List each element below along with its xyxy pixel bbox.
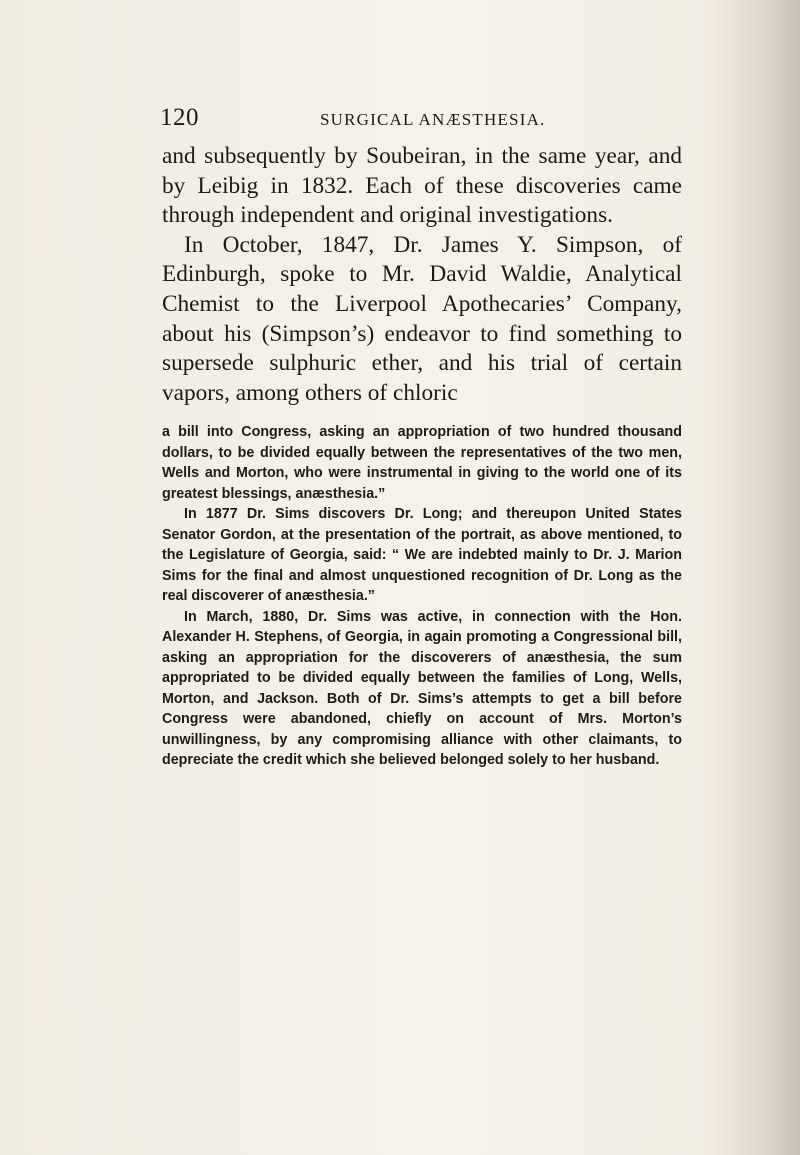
- main-paragraph-2: In October, 1847, Dr. James Y. Simpson, of Edinburgh, spoke to Mr. David Waldie, Analytical Chemist to the Liverpool Apothecaries’ Company, about his (Simpson’s) endeavor to find something to supersede sulphuric ether, and his trial of certain vapors, among others of chloric: [162, 231, 682, 406]
- page-edge-shadow: [710, 0, 800, 1155]
- running-head: SURGICAL ANÆSTHESIA.: [320, 110, 546, 129]
- footnote-paragraph-1: a bill into Congress, asking an appropriation of two hundred thousand dollars, to be divided equally between the representatives of the two men, Wells and Morton, who were instrumental in giving to the world one of its greatest blessings, anæsthesia.”: [162, 424, 682, 502]
- main-text-block: [162, 142, 682, 408]
- page-header: [160, 104, 680, 138]
- footnote-paragraph-3: In March, 1880, Dr. Sims was active, in connection with the Hon. Alexander H. Stephens, of Georgia, in again promoting a Congressional bill, asking an appropriation for the discoverers of anæsthesia, the sum appropriated to be divided equally between the families of Long, Wells, Morton, and Jackson. Both of Dr. Sims’s attempts to get a bill before Congress were abandoned, chiefly on account of Mrs. Morton’s unwillingness, by any compromising alliance with other claimants, to depreciate the credit which she believed belonged solely to her husband.: [162, 608, 682, 768]
- page-number: 120: [160, 104, 199, 131]
- footnote-block: [162, 422, 682, 771]
- footnote-paragraph-2: In 1877 Dr. Sims discovers Dr. Long; and thereupon United States Senator Gordon, at the presentation of the portrait, as above mentioned, to the Legislature of Georgia, said: “ We are indebted mainly to Dr. J. Marion Sims for the final and almost unquestioned recognition of Dr. Long as the real discoverer of anæsthesia.”: [162, 506, 682, 604]
- main-paragraph-1: and subsequently by Soubeiran, in the same year, and by Leibig in 1832. Each of these discoveries came through independent and original investigations.: [162, 143, 682, 229]
